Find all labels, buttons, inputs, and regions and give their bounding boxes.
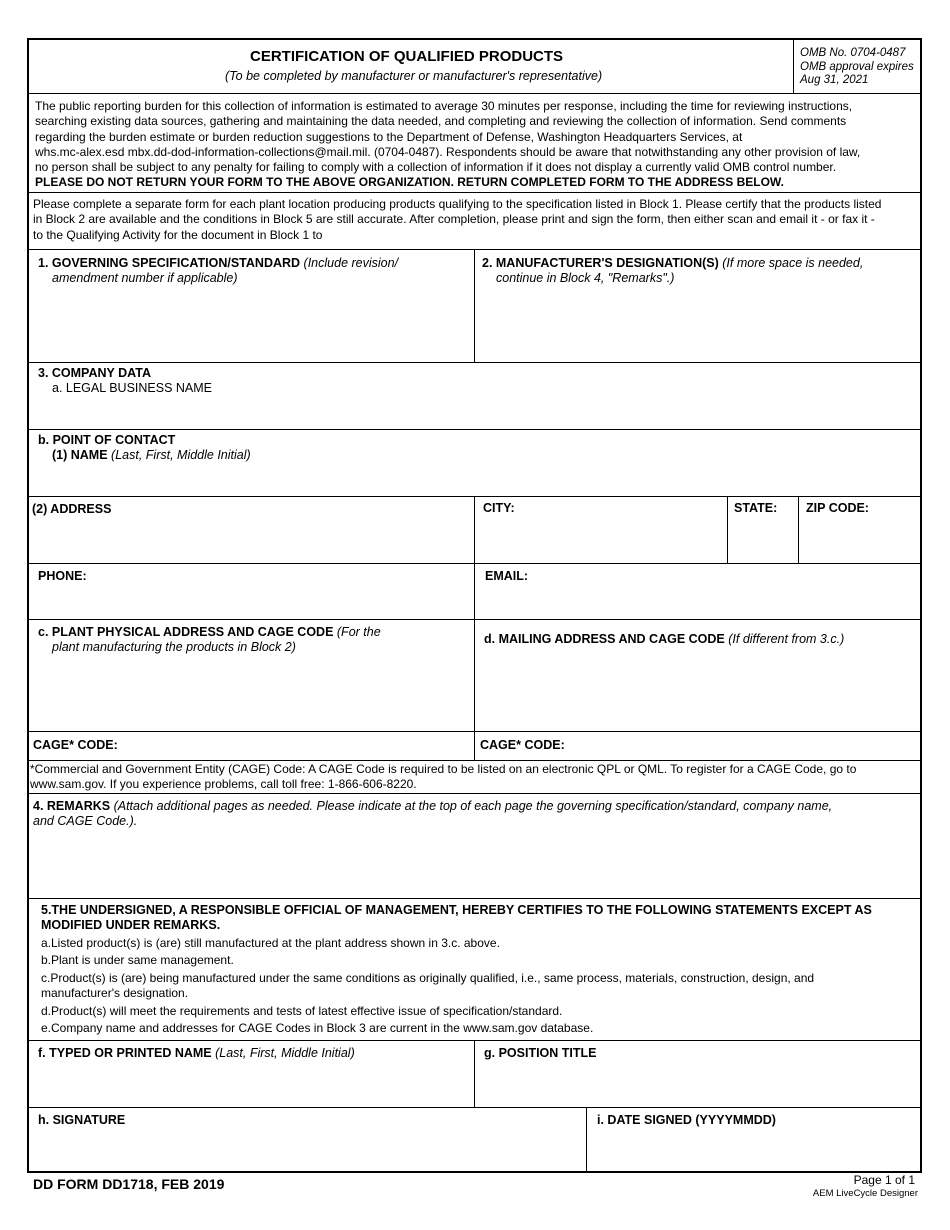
- legal-business-name-label: a. LEGAL BUSINESS NAME: [52, 381, 213, 395]
- header-divider: [793, 39, 794, 93]
- typed-name-title: f. TYPED OR PRINTED NAME: [38, 1046, 212, 1060]
- cage-code-field-right[interactable]: [570, 735, 920, 759]
- date-signed-field[interactable]: [594, 1132, 920, 1170]
- divider: [28, 898, 921, 899]
- omb-number: OMB No. 0704-0487: [800, 47, 906, 59]
- email-label: EMAIL:: [485, 569, 529, 583]
- remarks-field[interactable]: [32, 834, 920, 898]
- position-title-field[interactable]: [480, 1066, 920, 1102]
- plant-address-hint-2: plant manufacturing the products in Block 2): [52, 640, 296, 654]
- poc-name-hint: (Last, First, Middle Initial): [111, 448, 251, 462]
- instructions-line: to the Qualifying Activity for the document in Block 1 to: [33, 227, 323, 242]
- form-title: CERTIFICATION OF QUALIFIED PRODUCTS: [250, 48, 564, 65]
- divider: [28, 362, 921, 363]
- plant-address-label: [38, 625, 381, 640]
- omb-expires: OMB approval expires: [800, 61, 914, 73]
- block1-title: 1. GOVERNING SPECIFICATION/STANDARD: [38, 256, 301, 270]
- burden-line: regarding the burden estimate or burden reduction suggestions to the Department of Defense, Washington Headquarters Services, at: [35, 129, 743, 144]
- signature-label: h. SIGNATURE: [38, 1113, 126, 1127]
- omb-expires-date: Aug 31, 2021: [800, 74, 869, 86]
- burden-line: no person shall be subject to any penalty for failing to comply with a collection of information if it does not display a currently valid OMB control number.: [35, 160, 837, 175]
- instructions-line: in Block 2 are available and the conditions in Block 5 are still accurate. After completion, please print and sign the form, then either scan and email it - or fax it -: [33, 212, 875, 227]
- certification-heading-2: MODIFIED UNDER REMARKS.: [41, 918, 221, 932]
- divider: [28, 192, 921, 193]
- city-label: CITY:: [483, 501, 515, 515]
- burden-line: whs.mc-alex.esd mbx.dd-dod-information-collections@mail.mil. (0704-0487). Respondents should be aware that notwithstanding any other provision of law,: [35, 144, 861, 159]
- block2-label: [482, 256, 863, 271]
- mailing-address-field[interactable]: [480, 652, 920, 730]
- position-title-label: g. POSITION TITLE: [484, 1046, 597, 1060]
- plant-address-title: c. PLANT PHYSICAL ADDRESS AND CAGE CODE: [38, 625, 334, 639]
- divider: [474, 731, 475, 760]
- divider: [28, 93, 921, 94]
- poc-name-field[interactable]: [50, 465, 914, 493]
- address-field[interactable]: [34, 522, 472, 560]
- poc-name-title: (1) NAME: [52, 448, 108, 462]
- block1-label: [38, 256, 398, 271]
- remarks-hint: (Attach additional pages as needed. Please indicate at the top of each page the governing specification/standard, company name,: [113, 799, 833, 813]
- burden-statement: [35, 99, 915, 191]
- block2-hint: (If more space is needed,: [722, 256, 864, 270]
- state-label: STATE:: [734, 501, 778, 515]
- mailing-address-hint: (If different from 3.c.): [728, 632, 845, 646]
- cage-note: [30, 762, 918, 793]
- remarks-hint-2: and CAGE Code.).: [33, 814, 138, 828]
- email-field[interactable]: [480, 588, 920, 616]
- governing-specification-field[interactable]: [34, 290, 472, 362]
- burden-line: searching existing data sources, gathering and maintaining the data needed, and completing and reviewing the collection of information. Send comments: [35, 114, 847, 129]
- mailing-address-title: d. MAILING ADDRESS AND CAGE CODE: [484, 632, 725, 646]
- return-notice: PLEASE DO NOT RETURN YOUR FORM TO THE ABOVE ORGANIZATION. RETURN COMPLETED FORM TO THE ADDRESS BELOW.: [35, 175, 784, 190]
- legal-business-name-field[interactable]: [50, 398, 914, 426]
- instructions: [33, 197, 917, 243]
- statement-d: d.Product(s) will meet the requirements and tests of latest effective issue of specification/standard.: [41, 1004, 563, 1018]
- cage-code-label-left: CAGE* CODE:: [33, 738, 118, 752]
- divider: [798, 496, 799, 564]
- plant-address-field[interactable]: [34, 660, 472, 730]
- statement-c-2: manufacturer's designation.: [41, 986, 189, 1000]
- statement-a: a.Listed product(s) is (are) still manufactured at the plant address shown in 3.c. above.: [41, 936, 500, 950]
- point-of-contact-label: b. POINT OF CONTACT: [38, 433, 176, 447]
- block2-hint-2: continue in Block 4, "Remarks".): [496, 271, 675, 285]
- zip-code-field[interactable]: [804, 522, 920, 560]
- signature-field[interactable]: [34, 1132, 580, 1168]
- cage-note-line: *Commercial and Government Entity (CAGE) Code: A CAGE Code is required to be listed on an electronic QPL or QML. To register for a CAGE Code, go to: [30, 762, 857, 776]
- divider: [727, 496, 728, 564]
- block2-title: 2. MANUFACTURER'S DESIGNATION(S): [482, 256, 719, 270]
- divider: [474, 249, 475, 362]
- phone-label: PHONE:: [38, 569, 87, 583]
- divider: [586, 1107, 587, 1172]
- cage-note-line: www.sam.gov. If you experience problems, call toll free: 1-866-606-8220.: [30, 777, 417, 792]
- statement-e: e.Company name and addresses for CAGE Codes in Block 3 are current in the www.sam.gov database.: [41, 1021, 594, 1035]
- form-subtitle: (To be completed by manufacturer or manufacturer's representative): [225, 69, 603, 83]
- divider: [28, 1107, 921, 1108]
- remarks-label: [33, 799, 832, 814]
- poc-name-label: [52, 448, 251, 463]
- burden-line: The public reporting burden for this collection of information is estimated to average 30 minutes per response, including the time for reviewing instructions,: [35, 99, 853, 113]
- date-signed-label: i. DATE SIGNED (YYYYMMDD): [597, 1113, 776, 1127]
- statement-b: b.Plant is under same management.: [41, 953, 234, 967]
- typed-name-field[interactable]: [34, 1066, 472, 1102]
- form-identifier: DD FORM DD1718, FEB 2019: [33, 1176, 225, 1192]
- certification-heading: 5.THE UNDERSIGNED, A RESPONSIBLE OFFICIAL OF MANAGEMENT, HEREBY CERTIFIES TO THE FOLLOWING STATEMENTS EXCEPT AS: [41, 903, 872, 917]
- remarks-title: 4. REMARKS: [33, 799, 111, 813]
- block3-title: 3. COMPANY DATA: [38, 366, 151, 380]
- divider: [28, 563, 921, 564]
- block1-hint: (Include revision/: [303, 256, 399, 270]
- phone-field[interactable]: [34, 588, 472, 616]
- plant-address-hint: (For the: [336, 625, 381, 639]
- divider: [474, 1040, 475, 1107]
- divider: [28, 793, 921, 794]
- state-field[interactable]: [732, 522, 798, 560]
- block1-hint-2: amendment number if applicable): [52, 271, 238, 285]
- typed-name-hint: (Last, First, Middle Initial): [215, 1046, 355, 1060]
- divider: [28, 619, 921, 620]
- instructions-line: Please complete a separate form for each plant location producing products qualifying to the specification listed in Block 1. Please certify that the products listed: [33, 197, 882, 211]
- mailing-address-label: [484, 632, 844, 647]
- cage-code-field-left[interactable]: [122, 735, 472, 759]
- city-field[interactable]: [480, 522, 726, 560]
- address-label: (2) ADDRESS: [32, 502, 112, 516]
- divider: [474, 496, 475, 732]
- divider: [28, 760, 921, 761]
- page-number: Page 1 of 1: [853, 1173, 915, 1187]
- statement-c: c.Product(s) is (are) being manufactured under the same conditions as originally qualified, i.e., same process, materials, construction, design, and: [41, 971, 815, 985]
- designer-credit: AEM LiveCycle Designer: [812, 1188, 918, 1199]
- manufacturer-designation-field[interactable]: [480, 290, 920, 362]
- zip-code-label: ZIP CODE:: [806, 501, 869, 515]
- cage-code-label-right: CAGE* CODE:: [480, 738, 565, 752]
- typed-name-label: [38, 1046, 355, 1061]
- divider: [28, 429, 921, 430]
